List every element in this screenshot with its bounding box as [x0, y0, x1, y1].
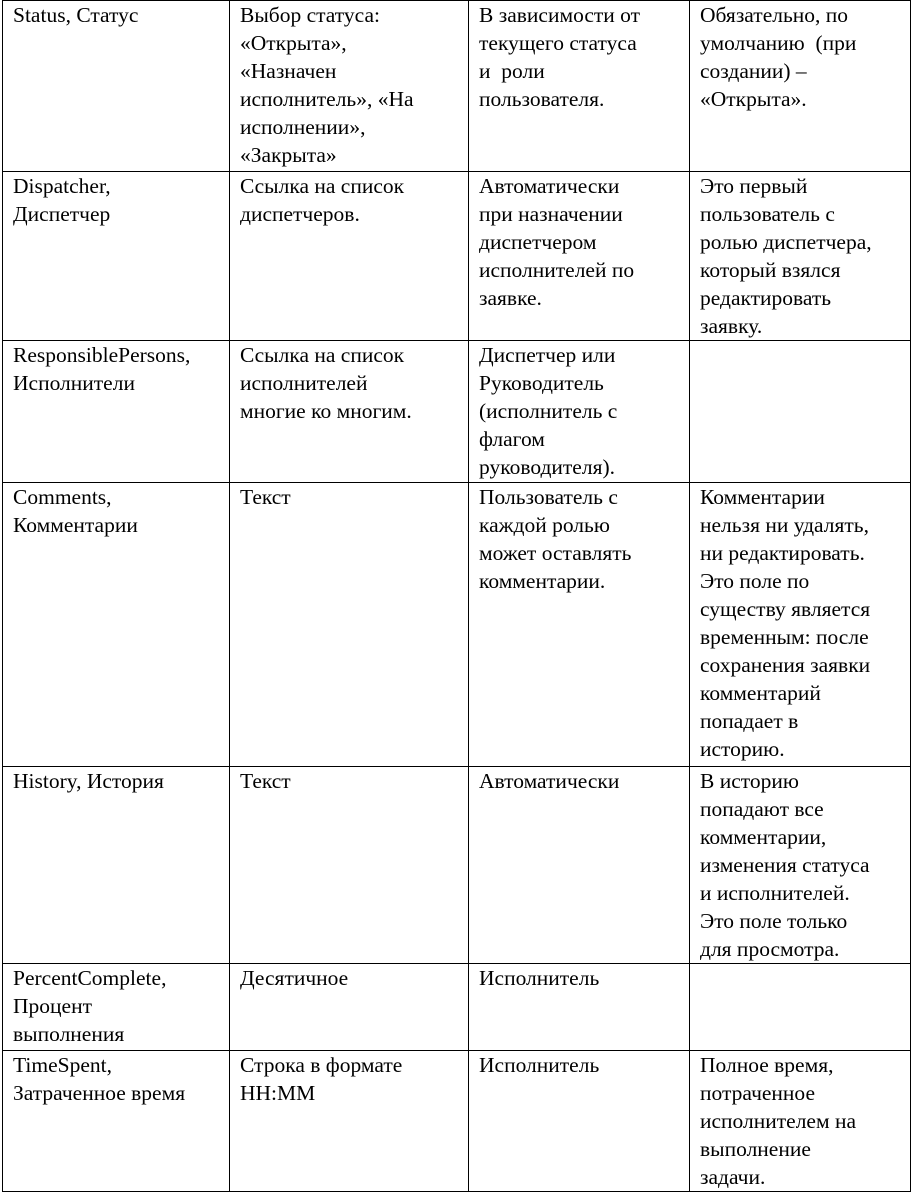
cell-text-line: Выбор статуса:: [240, 3, 380, 27]
cell-text-line: Comments,: [13, 485, 112, 509]
cell-text-line: исполнении»,: [240, 115, 366, 139]
cell-text-line: PercentComplete,: [13, 966, 167, 990]
table-row: [3, 964, 911, 1051]
cell-text-line: Это первый: [700, 174, 808, 198]
cell-text-line: исполнителей по: [479, 258, 635, 282]
cell-text-line: Обязательно, по: [700, 3, 849, 27]
field-type-cell: [230, 341, 469, 483]
cell-text-line: Комментарии: [700, 485, 825, 509]
cell-text-line: Это поле по: [700, 569, 810, 593]
cell-text-line: создании) –: [700, 59, 807, 83]
cell-text-line: существу является: [700, 597, 871, 621]
note-cell: [690, 341, 911, 483]
field-type-cell: [230, 172, 469, 341]
cell-text-line: В историю: [700, 769, 799, 793]
cell-text-line: Ссылка на список: [240, 174, 405, 198]
field-type-cell: [230, 1051, 469, 1192]
cell-text-line: и роли: [479, 59, 545, 83]
table-row: [3, 341, 911, 483]
editor-cell: [469, 1051, 690, 1192]
field-name-cell: [3, 483, 230, 767]
cell-text-line: Автоматически: [479, 769, 620, 793]
cell-text-line: комментарий: [700, 681, 821, 705]
cell-text-line: временным: после: [700, 625, 869, 649]
cell-text-line: каждой ролью: [479, 513, 610, 537]
editor-cell: [469, 483, 690, 767]
cell-text-line: Это поле только: [700, 909, 848, 933]
cell-text-line: задачи.: [700, 1165, 766, 1189]
table-row: [3, 1, 911, 172]
editor-cell: [469, 1, 690, 172]
cell-text-line: Комментарии: [13, 513, 138, 537]
cell-text-line: Исполнитель: [479, 966, 600, 990]
cell-text-line: выполнения: [13, 1022, 125, 1046]
cell-text-line: (исполнитель с: [479, 399, 618, 423]
editor-cell: [469, 172, 690, 341]
note-cell: [690, 172, 911, 341]
cell-text-line: Status, Статус: [13, 3, 139, 27]
cell-text-line: многие ко многим.: [240, 399, 412, 423]
cell-text-line: ни редактировать.: [700, 541, 865, 565]
cell-text-line: для просмотра.: [700, 937, 840, 961]
table-row: [3, 483, 911, 767]
cell-text-line: умолчанию (при: [700, 31, 857, 55]
cell-text-line: диспетчеров.: [240, 202, 360, 226]
note-cell: [690, 1051, 911, 1192]
cell-text-line: Полное время,: [700, 1053, 834, 1077]
table-row: [3, 172, 911, 341]
cell-text-line: потраченное: [700, 1081, 815, 1105]
cell-text-line: исполнителей: [240, 371, 368, 395]
cell-text-line: «Открыта»,: [240, 31, 347, 55]
cell-text-line: попадает в: [700, 709, 799, 733]
cell-text-line: попадают все: [700, 797, 824, 821]
field-type-cell: [230, 1, 469, 172]
cell-text-line: руководителя).: [479, 455, 615, 479]
cell-text-line: Автоматически: [479, 174, 620, 198]
cell-text-line: Диспетчер или: [479, 343, 616, 367]
field-name-cell: [3, 1051, 230, 1192]
table-row: [3, 767, 911, 964]
cell-text-line: исполнителем на: [700, 1109, 857, 1133]
field-name-cell: [3, 964, 230, 1051]
cell-text-line: пользователя.: [479, 87, 605, 111]
cell-text-line: заявке.: [479, 286, 542, 310]
cell-text-line: ResponsiblePersons,: [13, 343, 191, 367]
cell-text-line: HH:MM: [240, 1081, 316, 1105]
cell-text-line: Текст: [240, 485, 291, 509]
note-cell: [690, 483, 911, 767]
cell-text-line: и исполнителей.: [700, 881, 850, 905]
editor-cell: [469, 341, 690, 483]
cell-text-line: редактировать: [700, 286, 832, 310]
note-cell: [690, 1, 911, 172]
cell-text-line: заявку.: [700, 314, 763, 338]
cell-text-line: ролью диспетчера,: [700, 230, 872, 254]
field-name-cell: [3, 767, 230, 964]
cell-text-line: «Закрыта»: [240, 143, 337, 167]
cell-text-line: Исполнитель: [479, 1053, 600, 1077]
cell-text-line: диспетчером: [479, 230, 597, 254]
cell-text-line: Руководитель: [479, 371, 604, 395]
cell-text-line: В зависимости от: [479, 3, 641, 27]
field-type-cell: [230, 964, 469, 1051]
field-name-cell: [3, 1, 230, 172]
cell-text-line: Ссылка на список: [240, 343, 405, 367]
cell-text-line: Пользователь с: [479, 485, 618, 509]
cell-text-line: комментарии.: [479, 569, 606, 593]
fields-table: [2, 0, 911, 1192]
note-cell: [690, 964, 911, 1051]
cell-text-line: изменения статуса: [700, 853, 870, 877]
cell-text-line: «Открыта».: [700, 87, 807, 111]
cell-text-line: Текст: [240, 769, 291, 793]
table-row: [3, 1051, 911, 1192]
cell-text-line: TimeSpent,: [13, 1053, 112, 1077]
cell-text-line: комментарии,: [700, 825, 827, 849]
cell-text-line: историю.: [700, 737, 785, 761]
cell-text-line: сохранения заявки: [700, 653, 871, 677]
cell-text-line: пользователь с: [700, 202, 835, 226]
cell-text-line: который взялся: [700, 258, 841, 282]
cell-text-line: «Назначен: [240, 59, 337, 83]
cell-text-line: Процент: [13, 994, 92, 1018]
cell-text-line: при назначении: [479, 202, 623, 226]
field-type-cell: [230, 767, 469, 964]
note-cell: [690, 767, 911, 964]
cell-text-line: может оставлять: [479, 541, 632, 565]
cell-text-line: History, История: [13, 769, 164, 793]
cell-text-line: нельзя ни удалять,: [700, 513, 869, 537]
cell-text-line: Десятичное: [240, 966, 349, 990]
cell-text-line: Dispatcher,: [13, 174, 111, 198]
cell-text-line: Строка в формате: [240, 1053, 403, 1077]
field-name-cell: [3, 341, 230, 483]
field-name-cell: [3, 172, 230, 341]
cell-text-line: Исполнители: [13, 371, 135, 395]
cell-text-line: Диспетчер: [13, 202, 111, 226]
cell-text-line: флагом: [479, 427, 545, 451]
cell-text-line: исполнитель», «На: [240, 87, 414, 111]
table-body: [3, 1, 911, 1192]
editor-cell: [469, 767, 690, 964]
field-type-cell: [230, 483, 469, 767]
cell-text-line: текущего статуса: [479, 31, 637, 55]
editor-cell: [469, 964, 690, 1051]
cell-text-line: Затраченное время: [13, 1081, 186, 1105]
cell-text-line: выполнение: [700, 1137, 811, 1161]
